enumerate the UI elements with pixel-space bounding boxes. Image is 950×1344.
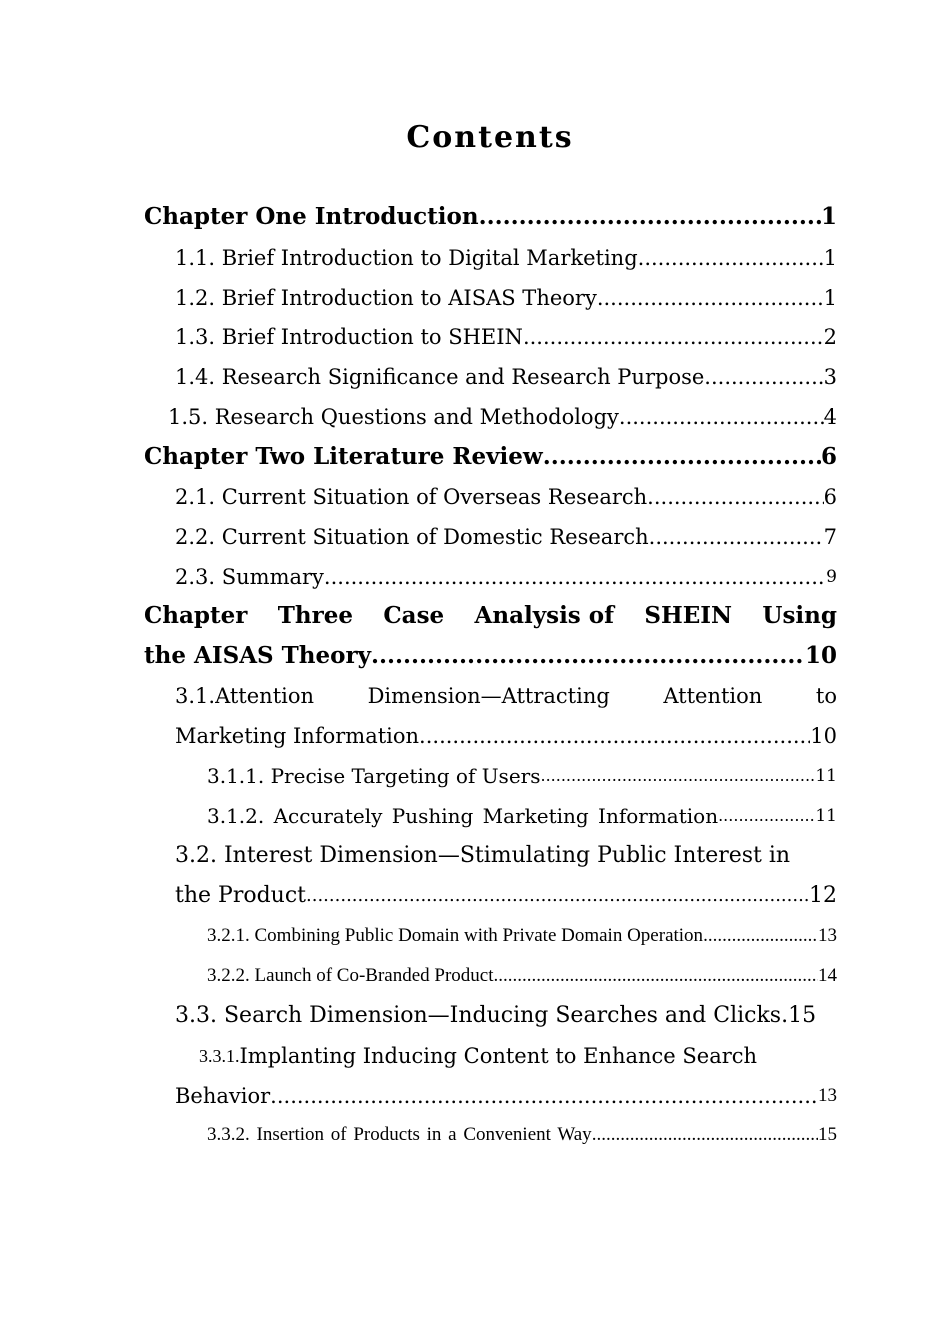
toc-entry-chapter-one[interactable]	[144, 197, 837, 237]
toc-page-number: 2	[823, 325, 837, 349]
toc-word: Case	[383, 602, 445, 629]
toc-entry-3-3-2[interactable]	[207, 1115, 837, 1155]
toc-page-number: 1	[823, 246, 837, 270]
toc-page-number: 10	[804, 642, 837, 669]
toc-page-number: 3	[823, 365, 837, 389]
toc-page-number: 9	[826, 567, 837, 587]
toc-entry-3-1-line1[interactable]	[175, 676, 837, 716]
dot-leader	[540, 756, 815, 796]
toc-entry-chapter-three-line1[interactable]	[144, 596, 837, 636]
toc-page-number: 10	[810, 724, 837, 748]
toc-entry-3-2-2[interactable]	[207, 956, 837, 996]
toc-entry-label: Implanting Inducing Content to Enhance Search	[239, 1044, 758, 1068]
toc-page-number: 15	[788, 1003, 817, 1028]
toc-entry-chapter-two[interactable]	[144, 437, 837, 477]
dot-leader	[647, 477, 823, 517]
dot-leader	[649, 517, 824, 557]
toc-entry-1-5[interactable]	[168, 397, 837, 437]
toc-entry-label: 3.2. Interest Dimension—Stimulating Public Interest in	[175, 843, 791, 868]
toc-word: Three	[277, 602, 353, 629]
page-title: Contents	[406, 120, 574, 155]
toc-entry-number: 3.3.1.	[199, 1046, 240, 1066]
toc-entry-label: 1.3. Brief Introduction to SHEIN	[175, 325, 523, 349]
toc-page-number: 14	[818, 965, 837, 986]
dot-leader	[494, 956, 818, 996]
toc-entry-label: 1.1. Brief Introduction to Digital Marketing	[175, 246, 638, 270]
toc-entry-label: Behavior	[175, 1084, 271, 1108]
toc-word: Analysis of	[474, 602, 614, 629]
toc-entry-label: 3.2.1. Combining Public Domain with Private Domain Operation	[207, 925, 704, 946]
toc-entry-label: the AISAS Theory	[144, 642, 371, 669]
toc-entry-label: 2.3. Summary	[175, 565, 324, 589]
toc-page-number: 15	[818, 1124, 837, 1145]
toc-entry-label: 3.1.2. Accurately Pushing Marketing Information	[207, 804, 719, 828]
toc-word: Attention	[663, 684, 763, 708]
toc-entry-3-1-1[interactable]	[207, 756, 837, 796]
toc-word: Using	[762, 602, 837, 629]
toc-entry-label: Chapter One Introduction	[144, 203, 479, 230]
dot-leader	[419, 716, 810, 756]
toc-page-number: 13	[818, 1085, 837, 1106]
toc-entry-1-4[interactable]	[175, 357, 837, 397]
toc-entry-1-3[interactable]	[175, 317, 837, 357]
toc-entry-3-1-2[interactable]	[207, 796, 837, 836]
dot-leader	[479, 197, 821, 237]
toc-entry-label: 2.2. Current Situation of Domestic Research	[175, 525, 649, 549]
toc-entry-3-2-line2[interactable]	[175, 876, 837, 916]
toc-entry-label: 1.4. Research Significance and Research Purpose	[175, 365, 705, 389]
toc-entry-label: Marketing Information	[175, 724, 420, 748]
dot-leader	[270, 1076, 818, 1116]
toc-page-number: 1	[823, 286, 837, 310]
toc-entry-label: 3.3. Search Dimension—Inducing Searches and Clicks.	[175, 1003, 789, 1028]
toc-entry-2-2[interactable]	[175, 517, 837, 557]
dot-leader	[638, 238, 824, 278]
toc-entry-3-2-1[interactable]	[207, 916, 837, 956]
toc-word: Chapter	[144, 602, 248, 629]
toc-entry-label: 3.2.2. Launch of Co-Branded Product	[207, 965, 494, 986]
toc-entry-3-3[interactable]	[175, 996, 837, 1036]
toc-entry-label: 1.2. Brief Introduction to AISAS Theory	[175, 286, 597, 310]
toc-entry-chapter-three-line2[interactable]	[144, 636, 837, 676]
dot-leader	[324, 557, 826, 597]
dot-leader	[592, 1115, 818, 1155]
toc-page-number: 13	[818, 925, 837, 946]
toc-entry-label: 3.3.2. Insertion of Products in a Convenient Way	[207, 1124, 592, 1145]
toc-page-number: 11	[815, 766, 837, 786]
toc-page-number: 12	[809, 883, 837, 908]
toc-entry-2-3[interactable]	[175, 557, 837, 597]
toc-entry-3-2-line1[interactable]	[175, 836, 837, 876]
dot-leader	[704, 357, 823, 397]
toc-entry-1-2[interactable]	[175, 278, 837, 318]
toc-entry-label: Chapter Two Literature Review	[144, 443, 543, 470]
toc-page-number: 11	[815, 806, 837, 826]
toc-entry-3-3-1-line1[interactable]	[199, 1036, 837, 1076]
toc-word: to	[815, 684, 837, 708]
toc-entry-1-1[interactable]	[175, 238, 837, 278]
toc-word: SHEIN	[644, 602, 733, 629]
dot-leader	[619, 397, 824, 437]
dot-leader	[371, 636, 805, 676]
toc-word: 3.1.Attention	[175, 684, 315, 708]
toc-page-number: 6	[823, 485, 837, 509]
toc-entry-label: 1.5. Research Questions and Methodology	[168, 405, 619, 429]
toc-page-number: 1	[820, 203, 837, 230]
toc-page-number: 6	[820, 443, 837, 470]
toc-page-number: 7	[823, 525, 837, 549]
toc-entry-label: 3.1.1. Precise Targeting of Users	[207, 764, 541, 788]
toc-page-number: 4	[823, 405, 837, 429]
dot-leader	[543, 437, 821, 477]
toc-entry-3-3-1-line2[interactable]	[175, 1076, 837, 1116]
toc-entry-label: the Product	[175, 883, 307, 908]
toc-word: Dimension—Attracting	[367, 684, 610, 708]
toc-entry-label: 2.1. Current Situation of Overseas Research	[175, 485, 648, 509]
dot-leader	[718, 796, 815, 836]
dot-leader	[306, 876, 809, 916]
dot-leader	[523, 317, 824, 357]
dot-leader	[597, 278, 824, 318]
dot-leader	[703, 916, 818, 956]
toc-entry-2-1[interactable]	[175, 477, 837, 517]
toc-entry-3-1-line2[interactable]	[175, 716, 837, 756]
